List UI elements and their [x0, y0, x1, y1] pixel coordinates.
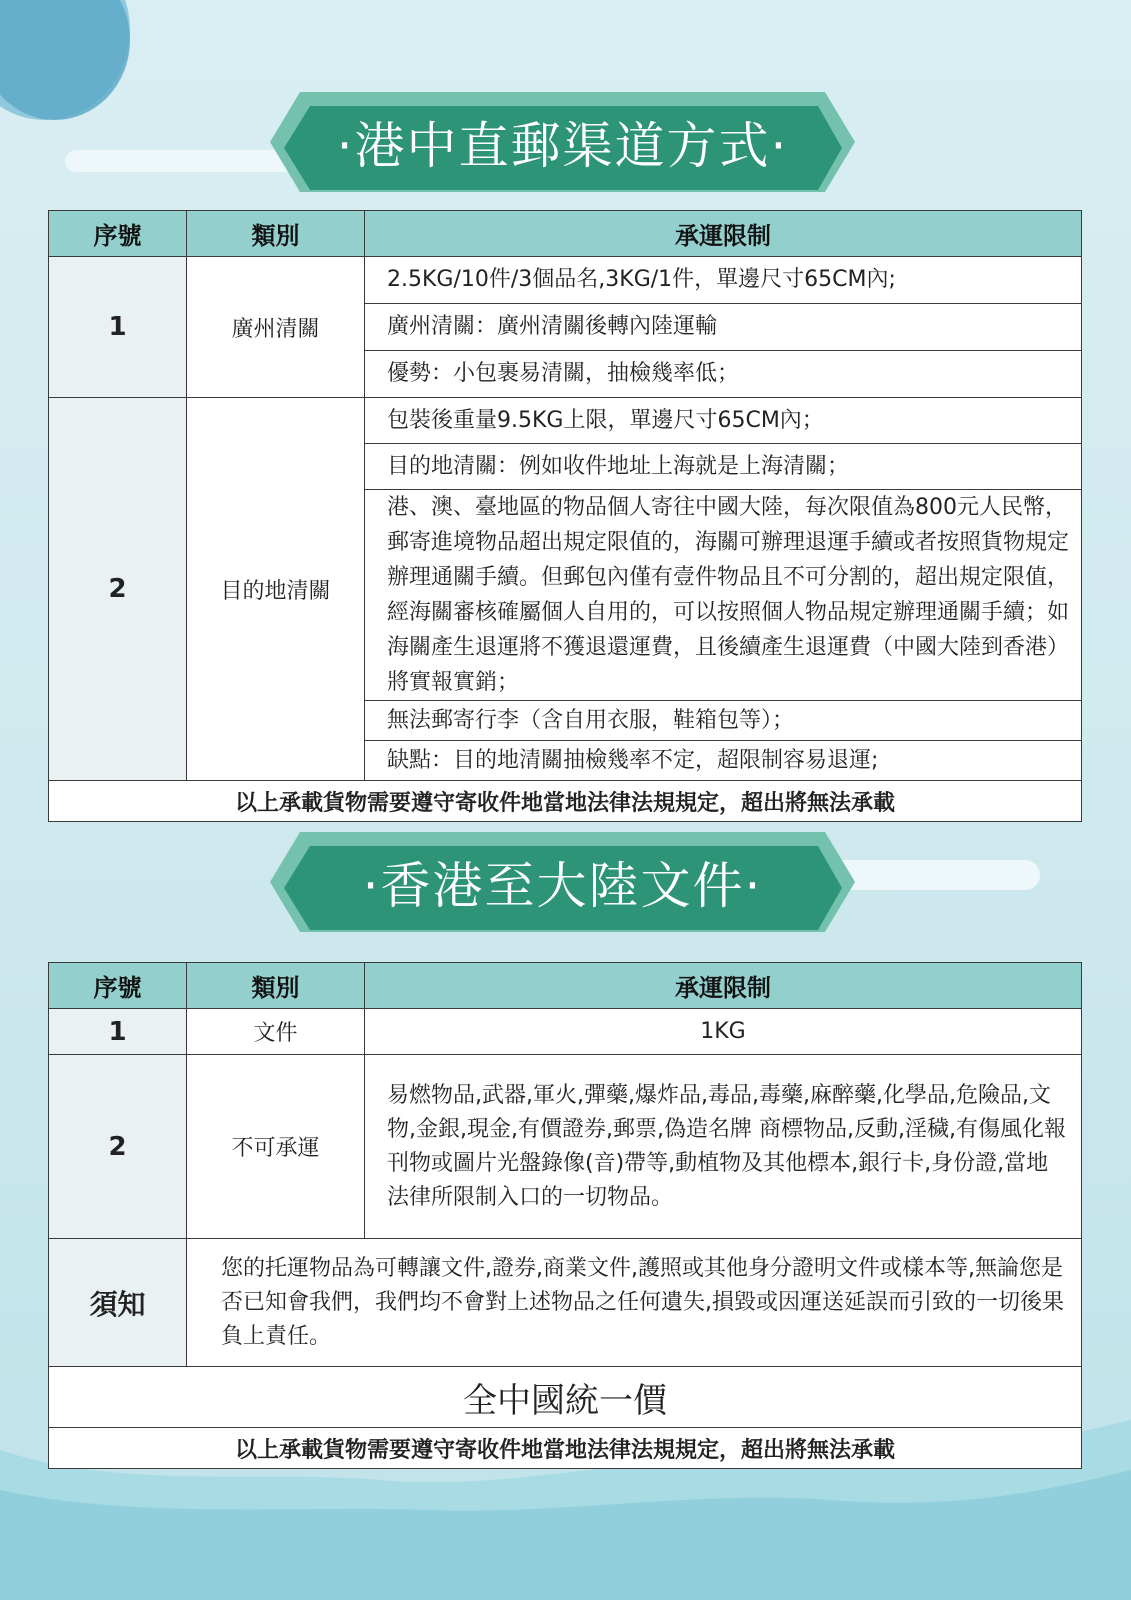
header-index: 序號	[49, 963, 187, 1009]
section1-title: ·港中直郵渠道方式·	[336, 117, 789, 175]
decor-cloud	[65, 150, 295, 172]
unified-price-row	[49, 1367, 1082, 1428]
decor-cloud	[830, 860, 1040, 890]
header-limit: 承運限制	[365, 211, 1082, 257]
row-category: 不可承運	[187, 1055, 365, 1239]
footer-note: 以上承載貨物需要遵守寄收件地當地法律法規規定，超出將無法承載	[49, 1428, 1082, 1469]
limit-line: 優勢：小包裹易清關，抽檢幾率低；	[365, 351, 1082, 398]
limit-line: 廣州清關：廣州清關後轉內陸運輸	[365, 304, 1082, 351]
notice-row	[49, 1239, 1082, 1367]
header-category: 類別	[187, 963, 365, 1009]
row-category: 廣州清關	[187, 257, 365, 398]
row-index: 1	[49, 257, 187, 398]
header-limit: 承運限制	[365, 963, 1082, 1009]
row-index: 1	[49, 1009, 187, 1055]
table-header-row	[49, 963, 1082, 1009]
footer-note: 以上承載貨物需要遵守寄收件地當地法律法規規定，超出將無法承載	[49, 781, 1082, 822]
limit-line: 目的地清關：例如收件地址上海就是上海清關；	[365, 444, 1082, 490]
table-header-row	[49, 211, 1082, 257]
header-index: 序號	[49, 211, 187, 257]
limit-paragraph: 港、澳、臺地區的物品個人寄往中國大陸，每次限值為800元人民幣，郵寄進境物品超出規定限值的，海關可辦理退運手續或者按照貨物規定辦理通關手續。但郵包內僅有壹件物品且不可分割的，超出規定限值，經海關審核確屬個人自用的，可以按照個人物品規定辦理通關手續；如海關產生退運將不獲退還運費，且後續產生退運費（中國大陸到香港）將實報實銷；	[365, 490, 1082, 701]
row-limit: 易燃物品,武器,軍火,彈藥,爆炸品,毒品,毒藥,麻醉藥,化學品,危險品,文物,金銀,現金,有價證券,郵票,偽造名牌 商標物品,反動,淫穢,有傷風化報刊物或圖片光盤錄像(音)帶等,動植物及其他標本,銀行卡,身份證,當地法律所限制入口的一切物品。	[365, 1055, 1082, 1239]
notice-text: 您的托運物品為可轉讓文件,證券,商業文件,護照或其他身分證明文件或樣本等,無論您是否已知會我們，我們均不會對上述物品之任何遺失,損毀或因運送延誤而引致的一切後果負上責任。	[187, 1239, 1082, 1367]
row-limit: 1KG	[365, 1009, 1082, 1055]
section2-banner	[270, 832, 855, 932]
table-row	[49, 1009, 1082, 1055]
section2-title: ·香港至大陸文件·	[362, 857, 763, 915]
limit-line: 2.5KG/10件/3個品名,3KG/1件，單邊尺寸65CM內;	[365, 257, 1082, 304]
table-row	[49, 1055, 1082, 1239]
row-index: 2	[49, 1055, 187, 1239]
row-category: 目的地清關	[187, 398, 365, 781]
header-category: 類別	[187, 211, 365, 257]
table-footer-row	[49, 1428, 1082, 1469]
unified-price: 全中國統一價	[49, 1367, 1082, 1428]
table-row	[49, 257, 1082, 304]
row-category: 文件	[187, 1009, 365, 1055]
section2-table	[48, 962, 1082, 1469]
limit-line: 無法郵寄行李（含自用衣服，鞋箱包等）；	[365, 701, 1082, 741]
section1-banner	[270, 92, 855, 192]
notice-label: 須知	[49, 1239, 187, 1367]
section1-table	[48, 210, 1082, 822]
table-footer-row	[49, 781, 1082, 822]
row-index: 2	[49, 398, 187, 781]
limit-line: 包裝後重量9.5KG上限，單邊尺寸65CM內；	[365, 398, 1082, 444]
decor-circle-inner	[0, 0, 130, 120]
table-row	[49, 398, 1082, 444]
limit-line: 缺點：目的地清關抽檢幾率不定，超限制容易退運;	[365, 741, 1082, 781]
